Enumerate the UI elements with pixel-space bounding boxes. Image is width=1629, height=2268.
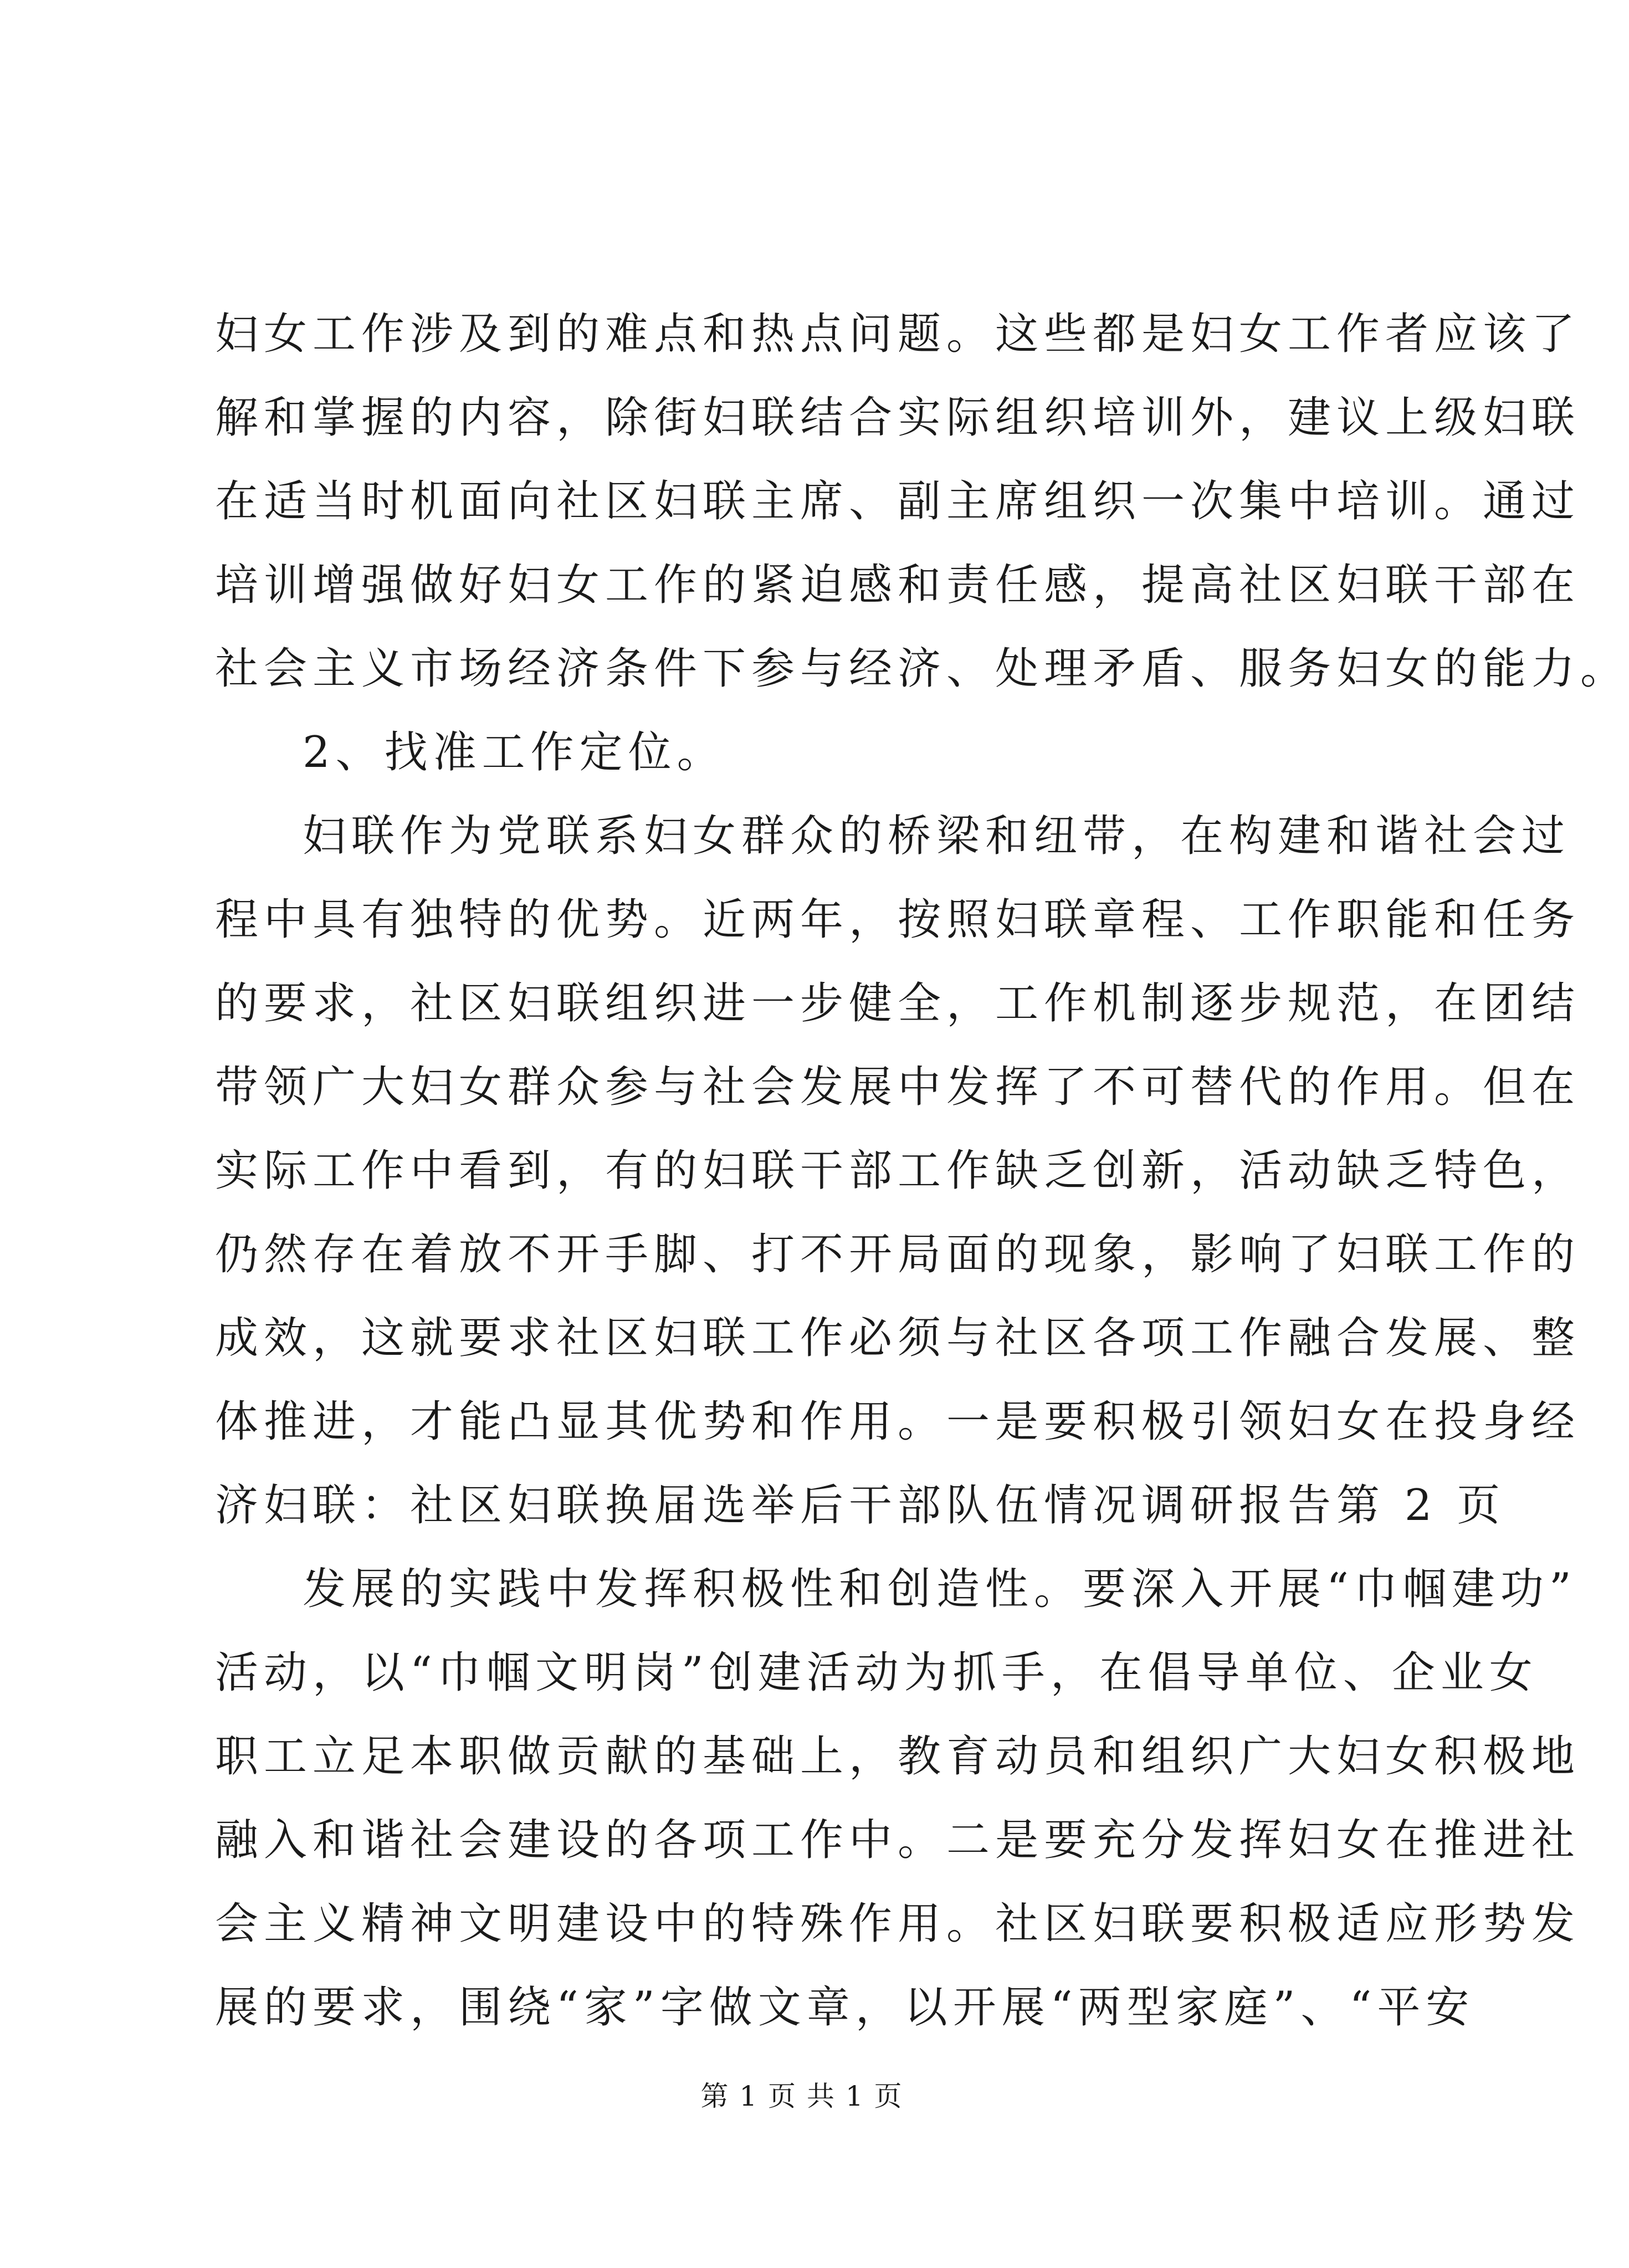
text-line: 妇联作为党联系妇女群众的桥梁和纽带，在构建和谐社会过 — [303, 811, 1571, 861]
document-body — [215, 293, 1629, 2050]
text-line: 会主义精神文明建设中的特殊作用。社区妇联要积极适应形势发 — [215, 1899, 1581, 1949]
text-line: 仍然存在着放不开手脚、打不开局面的现象，影响了妇联工作的 — [215, 1230, 1581, 1279]
text-line: 体推进，才能凸显其优势和作用。一是要积极引领妇女在投身经 — [215, 1397, 1581, 1447]
text-line: 展的要求，围绕“家”字做文章，以开展“两型家庭”、“平安 — [215, 1983, 1475, 2033]
text-line: 2、找准工作定位。 — [303, 728, 726, 777]
text-line: 职工立足本职做贡献的基础上，教育动员和组织广大妇女积极地 — [215, 1732, 1581, 1781]
text-line: 活动，以“巾帼文明岗”创建活动为抓手，在倡导单位、企业女 — [215, 1648, 1538, 1698]
text-line: 社会主义市场经济条件下参与经济、处理矛盾、服务妇女的能力。 — [215, 644, 1629, 694]
text-line: 在适当时机面向社区妇联主席、副主席组织一次集中培训。通过 — [215, 477, 1581, 526]
text-line: 程中具有独特的优势。近两年，按照妇联章程、工作职能和任务 — [215, 895, 1581, 945]
text-line: 妇女工作涉及到的难点和热点问题。这些都是妇女工作者应该了 — [215, 309, 1581, 359]
text-line: 发展的实践中发挥积极性和创造性。要深入开展“巾帼建功” — [303, 1564, 1577, 1614]
text-line: 成效，这就要求社区妇联工作必须与社区各项工作融合发展、整 — [215, 1313, 1581, 1363]
text-line: 的要求，社区妇联组织进一步健全，工作机制逐步规范，在团结 — [215, 979, 1581, 1028]
text-line: 实际工作中看到，有的妇联干部工作缺乏创新，活动缺乏特色， — [215, 1146, 1581, 1196]
text-line: 带领广大妇女群众参与社会发展中发挥了不可替代的作用。但在 — [215, 1062, 1581, 1112]
text-line: 济妇联：社区妇联换届选举后干部队伍情况调研报告第 2 页 — [215, 1481, 1506, 1530]
text-line: 解和掌握的内容，除街妇联结合实际组织培训外，建议上级妇联 — [215, 393, 1581, 443]
page-footer: 第 1 页 共 1 页 — [700, 2080, 903, 2112]
text-line: 培训增强做好妇女工作的紧迫感和责任感，提高社区妇联干部在 — [215, 560, 1581, 610]
text-line: 融入和谐社会建设的各项工作中。二是要充分发挥妇女在推进社 — [215, 1815, 1581, 1865]
